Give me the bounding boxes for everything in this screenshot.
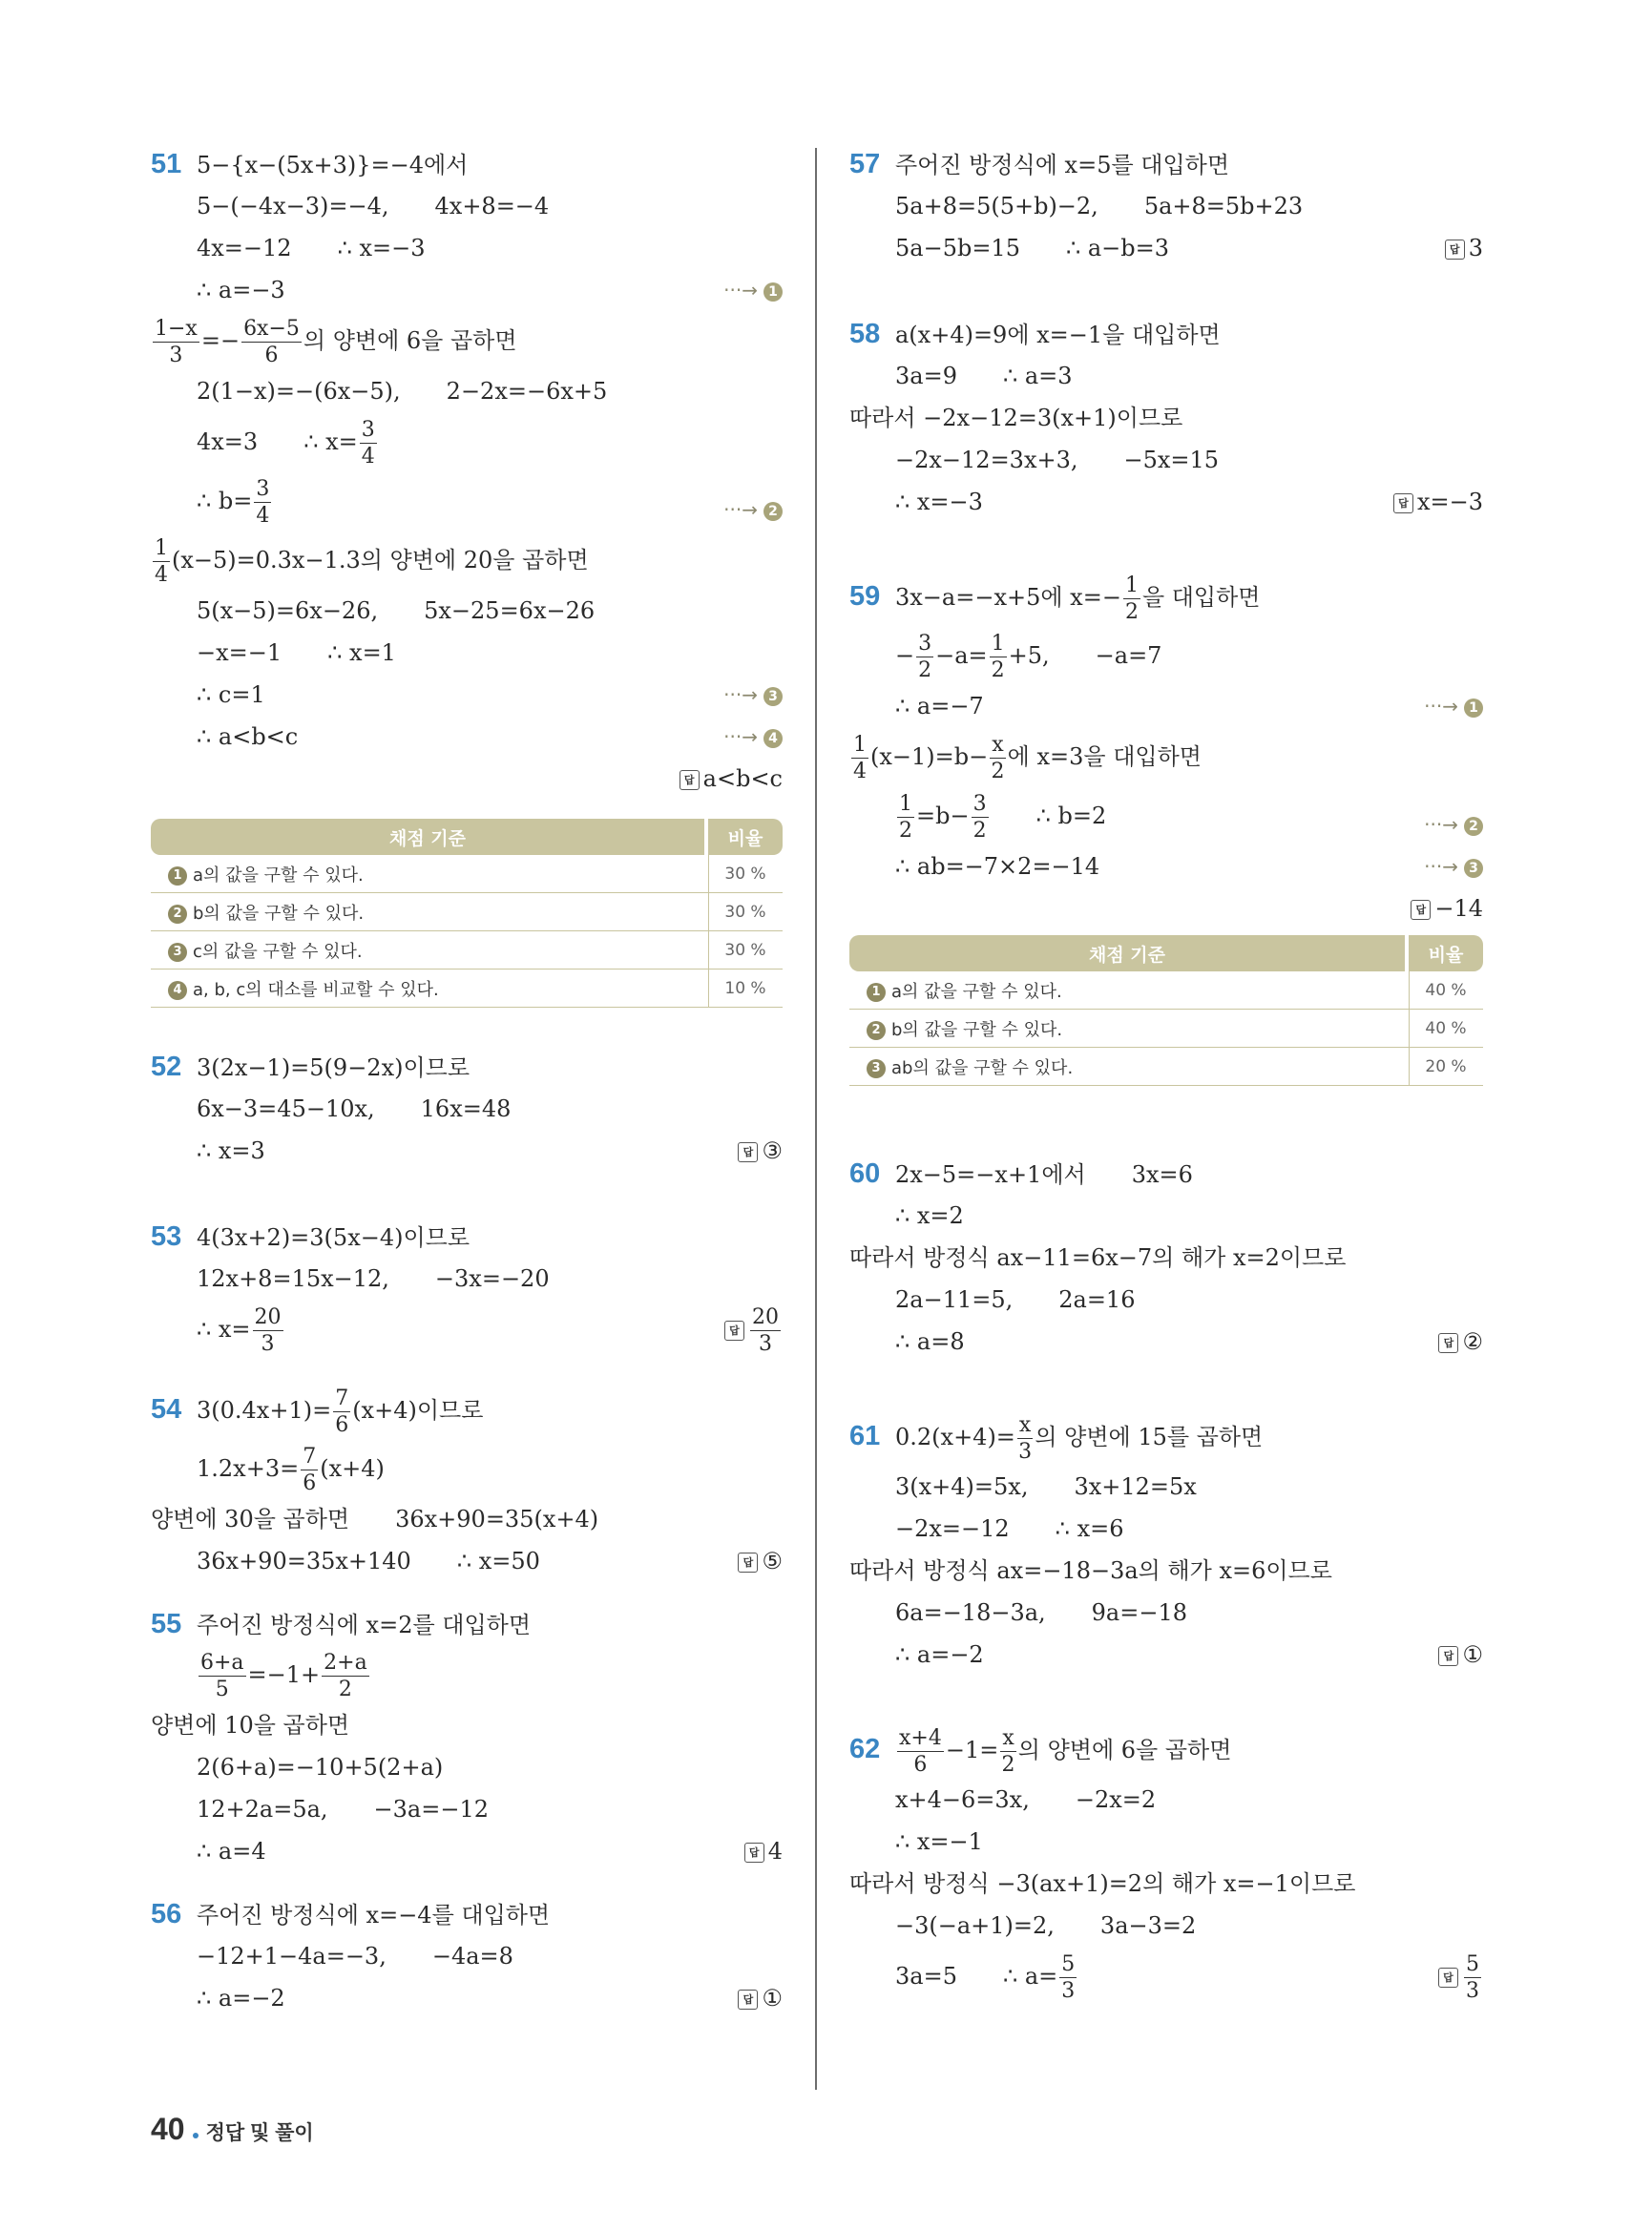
- equation: ∴ a<b<c: [197, 723, 299, 750]
- problem-number: 60: [849, 1158, 881, 1189]
- column-divider: [815, 148, 817, 2090]
- step-circle-icon: 3: [168, 943, 187, 962]
- problem-number: 62: [849, 1734, 881, 1764]
- equation: 2−2x=−6x+5: [446, 378, 608, 405]
- problem-54: 54 3(0.4x+1)= $\frac{7}{6}$ (x+4)이므로 1.2x+3= $\frac{7}{6}$ (x+4) 양변에 30을 곱하면 36x+90=35(x+4) 36x+90=35x+140 ∴ x=50 답 ⑤: [151, 1380, 783, 1582]
- step-circle-icon: 3: [763, 687, 783, 706]
- step-circle-icon: 1: [168, 866, 187, 886]
- step-circle-icon: 2: [763, 502, 783, 521]
- step-circle-icon: 1: [763, 282, 783, 302]
- criteria-header: 채점 기준: [151, 819, 708, 855]
- step-circle-icon: 1: [1464, 698, 1483, 718]
- step-marker: ···→ 4: [723, 716, 783, 758]
- answer-box-icon: 답: [1445, 240, 1465, 260]
- step-circle-icon: 3: [867, 1059, 886, 1078]
- fraction: $\frac{x+4}{6}$: [899, 1725, 942, 1777]
- table-row: 2 b의 값을 구할 수 있다. 30 %: [151, 893, 783, 931]
- answer: 답 $\frac{5}{3}$: [1438, 1947, 1483, 2006]
- answer-box-icon: 답: [1411, 900, 1431, 920]
- problem-number: 54: [151, 1394, 182, 1425]
- answer-box-icon: 답: [724, 1321, 744, 1341]
- problem-number: 56: [151, 1899, 182, 1929]
- ratio-header: 비율: [708, 819, 783, 855]
- equation: 2(1−x)=−(6x−5),: [197, 378, 401, 405]
- fraction: $\frac{6+a}{5}$: [200, 1650, 244, 1701]
- fraction: $\frac{1}{4}$: [155, 535, 168, 587]
- problem-55: 55 주어진 방정식에 x=2를 대입하면 $\frac{6+a}{5}$ =−1+ $\frac{2+a}{2}$ 양변에 10을 곱하면 2(6+a)=−10+5(2+a) 12+2a=5a, −3a=−12 ∴ a=4 답 4: [151, 1603, 783, 1872]
- answer: 답 4: [744, 1830, 783, 1872]
- problem-60: 60 2x−5=−x+1에서 3x=6 ∴ x=2 따라서 방정식 ax−11=6x−7의 해가 x=2이므로 2a−11=5, 2a=16 ∴ a=8 답 ②: [849, 1153, 1483, 1363]
- bullet-icon: [193, 2133, 199, 2138]
- answer-box-icon: 답: [1438, 1333, 1458, 1353]
- fraction: $\frac{1}{2}$: [899, 791, 912, 843]
- answer: 답 3: [1445, 227, 1483, 269]
- text: 의 양변에 6을 곱하면: [303, 327, 517, 354]
- fraction: $\frac{6x-5}{6}$: [243, 316, 300, 367]
- step-circle-icon: 3: [1464, 859, 1483, 878]
- equation: 5−(−4x−3)=−4,: [197, 193, 389, 219]
- step-circle-icon: 4: [763, 729, 783, 748]
- step-circle-icon: 1: [867, 983, 886, 1002]
- fraction: $\frac{x}{3}$: [1018, 1412, 1033, 1464]
- answer: 답 ②: [1438, 1321, 1483, 1363]
- equation: ∴ x=−3: [337, 235, 426, 261]
- problem-number: 61: [849, 1421, 881, 1451]
- step-circle-icon: 2: [168, 905, 187, 924]
- answer: 답 ①: [738, 1977, 783, 2019]
- right-column: [849, 143, 1483, 2006]
- step-marker: ···→ 3: [723, 674, 783, 716]
- step-circle-icon: 2: [867, 1021, 886, 1040]
- step-marker: ···→ 1: [723, 269, 783, 311]
- fraction: $\frac{3}{2}$: [972, 791, 987, 843]
- table-row: 3 ab의 값을 구할 수 있다. 20 %: [849, 1048, 1483, 1086]
- fraction: $\frac{2+a}{2}$: [324, 1650, 367, 1701]
- answer: 답 ⑤: [738, 1540, 783, 1582]
- problem-number: 59: [849, 581, 881, 612]
- problem-59: 59 3x−a=−x+5에 x=− $\frac{1}{2}$ 을 대입하면 − $\frac{3}{2}$ −a= $\frac{1}{2}$ +5, −a=7 ∴ a=−7 ···→ 1 $\frac{1}{4}$ (x−1)=b− $\frac{x}{2}$ 에 x=3을 대입하면 $\frac{1}{2}$ =b− $\frac{3}{2}$ ∴ b=2 ···→ 2 ∴ ab=−7×2=−14 ···→ 3 답 −14 채점 기준 비율 1 a의 값을 구할 수 있다. 40 % 2 b의 값을 구할 수 있다. 40 % 3 ab의 값을 구할 수 있다. 20 %: [849, 567, 1483, 1086]
- answer-box-icon: 답: [744, 1843, 764, 1863]
- fraction: $\frac{1}{2}$: [991, 631, 1005, 682]
- answer: 답 ①: [1438, 1634, 1483, 1676]
- equation: ∴ x=1: [327, 639, 396, 666]
- problem-number: 55: [151, 1609, 182, 1639]
- equation: 5x−25=6x−26: [424, 597, 596, 624]
- answer-box-icon: 답: [1438, 1646, 1458, 1666]
- equation: 3(2x−1)=5(9−2x)이므로: [197, 1054, 471, 1081]
- answer-box-icon: 답: [738, 1142, 758, 1162]
- fraction: $\frac{1}{4}$: [853, 732, 867, 783]
- equation: ∴ a=−3: [197, 277, 285, 303]
- fraction: $\frac{x}{2}$: [991, 732, 1005, 783]
- step-circle-icon: 4: [168, 981, 187, 1000]
- answer: 답 a<b<c: [680, 758, 783, 800]
- ratio-header: 비율: [1409, 935, 1483, 971]
- table-row: 1 a의 값을 구할 수 있다. 40 %: [849, 971, 1483, 1010]
- equation: 5−{x−(5x+3)}=−4에서: [197, 152, 469, 178]
- fraction: $\frac{7}{6}$: [303, 1444, 317, 1495]
- answer-box-icon: 답: [1438, 1968, 1458, 1988]
- criteria-header: 채점 기준: [849, 935, 1409, 971]
- answer: 답 ③: [738, 1130, 783, 1172]
- step-circle-icon: 2: [1464, 817, 1483, 836]
- problem-number: 57: [849, 149, 881, 179]
- problem-number: 52: [151, 1052, 182, 1082]
- problem-62: 62 $\frac{x+4}{6}$ −1= $\frac{x}{2}$ 의 양변에 6을 곱하면 x+4−6=3x, −2x=2 ∴ x=−1 따라서 방정식 −3(ax+1)=2의 해가 x=−1이므로 −3(−a+1)=2, 3a−3=2 3a=5 ∴ a= $\frac{5}{3}$ 답 $\frac{5}{3}$: [849, 1720, 1483, 2006]
- equation: 4x=−12: [197, 235, 292, 261]
- text: (x−5)=0.3x−1.3의 양변에 20을 곱하면: [172, 547, 589, 573]
- page-footer: [151, 2112, 314, 2147]
- problem-number: 53: [151, 1221, 182, 1252]
- problem-51: 51 5−{x−(5x+3)}=−4에서 5−(−4x−3)=−4, 4x+8=−4 4x=−12 ∴ x=−3 ∴ a=−3 ···→ 1 $\frac{1-x}{3}$ =− $\frac{6x-5}{6}$ 의 양변에 6을 곱하면 2(1−x)=−(6x−5), 2−2x=−6x+5 4x=3 ∴ x= $\frac{3}{4}$ ∴ b= $\frac{3}{4}$ ···→ 2 $\frac{1}{4}$ (x−5)=0.3x−1.3의 양변에 20을 곱하면 5(x−5)=6x−26, 5x−25=6x−26 −x=−1 ∴ x=1 ∴ c=1 ···→ 3 ∴ a<b<c ···→ 4 답 a<b<c 채점 기준 비율 1 a의 값을 구할 수 있다. 30 % 2 b의 값을 구할 수 있다. 30 % 3 c의 값을 구할 수 있다. 30 % 4 a, b, c의 대소를 비교할 수 있다. 10 %: [151, 143, 783, 1008]
- problem-56: 56 주어진 방정식에 x=−4를 대입하면 −12+1−4a=−3, −4a=8 ∴ a=−2 답 ①: [151, 1893, 783, 2019]
- answer: 답 x=−3: [1393, 481, 1483, 523]
- section-title: 정답 및 풀이: [205, 2122, 314, 2144]
- grading-criteria-table: [849, 935, 1483, 1086]
- fraction: $\frac{7}{6}$: [335, 1386, 349, 1437]
- equation: −x=−1: [197, 639, 282, 666]
- problem-52: 52 3(2x−1)=5(9−2x)이므로 6x−3=45−10x, 16x=48 ∴ x=3 답 ③: [151, 1046, 783, 1172]
- answer-box-icon: 답: [738, 1990, 758, 2010]
- step-marker: ···→ 2: [723, 480, 783, 539]
- answer: 답 $\frac{20}{3}$: [724, 1300, 783, 1359]
- fraction: $\frac{1}{2}$: [1124, 573, 1139, 624]
- fraction: $\frac{1-x}{3}$: [155, 316, 198, 367]
- answer: 답 −14: [1411, 887, 1483, 929]
- problem-61: 61 0.2(x+4)= $\frac{x}{3}$ 의 양변에 15를 곱하면 3(x+4)=5x, 3x+12=5x −2x=−12 ∴ x=6 따라서 방정식 ax=−18−3a의 해가 x=6이므로 6a=−18−3a, 9a=−18 ∴ a=−2 답 ①: [849, 1407, 1483, 1676]
- table-row: 3 c의 값을 구할 수 있다. 30 %: [151, 931, 783, 970]
- grading-criteria-table: [151, 819, 783, 1008]
- problem-number: 51: [151, 149, 182, 179]
- fraction: $\frac{5}{3}$: [1061, 1951, 1076, 2003]
- problem-58: 58 a(x+4)=9에 x=−1을 대입하면 3a=9 ∴ a=3 따라서 −2x−12=3(x+1)이므로 −2x−12=3x+3, −5x=15 ∴ x=−3 답 x=−3: [849, 313, 1483, 523]
- fraction: $\frac{3}{2}$: [918, 631, 932, 682]
- problem-57: 57 주어진 방정식에 x=5를 대입하면 5a+8=5(5+b)−2, 5a+8=5b+23 5a−5b=15 ∴ a−b=3 답 3: [849, 143, 1483, 269]
- answer-box-icon: 답: [680, 770, 700, 790]
- step-marker: ···→ 3: [1424, 845, 1483, 887]
- fraction: $\frac{3}{4}$: [361, 417, 375, 469]
- equation: 5(x−5)=6x−26,: [197, 597, 379, 624]
- table-row: 4 a, b, c의 대소를 비교할 수 있다. 10 %: [151, 970, 783, 1008]
- equation: 4x=3: [197, 428, 259, 455]
- answer-box-icon: 답: [738, 1553, 758, 1573]
- problem-53: 53 4(3x+2)=3(5x−4)이므로 12x+8=15x−12, −3x=−20 ∴ x= $\frac{20}{3}$ 답 $\frac{20}{3}$: [151, 1216, 783, 1359]
- equation: 4x+8=−4: [434, 193, 550, 219]
- left-column: [151, 143, 783, 2019]
- step-marker: ···→ 1: [1424, 685, 1483, 727]
- fraction: $\frac{20}{3}$: [254, 1304, 282, 1356]
- problem-number: 58: [849, 319, 881, 349]
- equation: ∴ c=1: [197, 681, 265, 708]
- fraction: $\frac{3}{4}$: [256, 476, 270, 528]
- step-marker: ···→ 2: [1424, 795, 1483, 854]
- answer-box-icon: 답: [1393, 493, 1413, 513]
- fraction: $\frac{x}{2}$: [1001, 1725, 1015, 1777]
- table-row: 1 a의 값을 구할 수 있다. 30 %: [151, 855, 783, 893]
- table-row: 2 b의 값을 구할 수 있다. 40 %: [849, 1010, 1483, 1048]
- page-number: 40: [151, 2112, 185, 2146]
